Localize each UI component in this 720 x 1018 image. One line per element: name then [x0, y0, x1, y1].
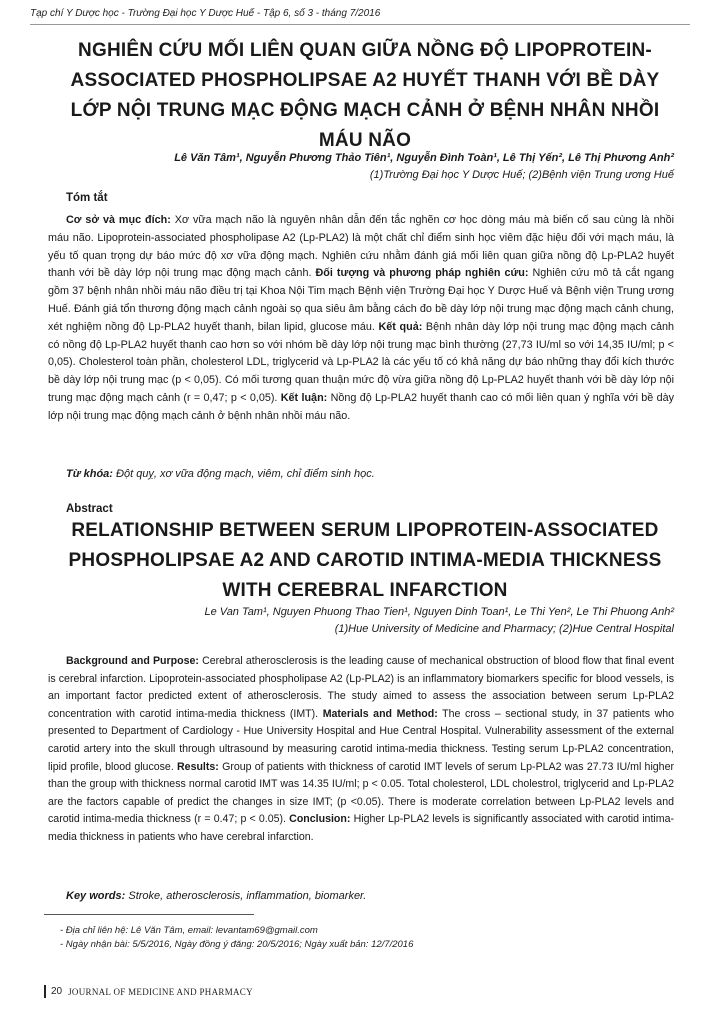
footer-bar — [44, 985, 46, 998]
footnote-dates: - Ngày nhận bài: 5/5/2016, Ngày đồng ý đăng: 20/5/2016; Ngày xuất bản: 12/7/2016 — [60, 939, 414, 950]
vietnamese-keywords — [66, 468, 375, 480]
vietnamese-authors: Lê Văn Tâm¹, Nguyễn Phương Thảo Tiên¹, Nguyễn Đình Toàn¹, Lê Thị Yến², Lê Thị Phương Anh² — [174, 152, 674, 164]
page-number: 20 — [51, 986, 63, 997]
vi-results-text: Bệnh nhân dày lớp nội trung mạc động mạch cảnh có nồng độ Lp-PLA2 huyết thanh cao hơn so với nhóm bề dày lớp nội trung mạc bình thường (27,73 IU/ml so với 14,35 IU/ml; p < 0,05). Cholesterol toàn phần, cholesterol LDL, triglycerid và Lp-PLA2 là các yếu tố có khả năng dự báo những thay đổi kích thước bề dày lớp nội trung mạc (p < 0,05). Có mối tương quan thuận mức độ vừa giữa nồng độ Lp-PLA2 huyết thanh với bề dày lớp nội trung mạc động mạch cảnh (r = 0,47; p < 0,05). — [48, 320, 674, 404]
header-divider — [30, 24, 690, 25]
english-keywords — [66, 890, 366, 902]
summary-heading: Tóm tắt — [66, 192, 108, 204]
en-keywords-label: Key words: — [66, 890, 126, 902]
en-background-label: Background and Purpose: — [66, 655, 199, 667]
vi-background-text: Xơ vữa mạch não là nguyên nhân dẫn đến tắc nghẽn cơ học dòng máu mà biến cố sau cùng là nhồi máu não. Lipoprotein-associated phospholipase A2 (Lp-PLA2) là một chất chỉ điểm sinh học viêm đặc hiệu đối với mạch máu, là yếu tố quan trọng dự báo mức độ xơ vữa động mạch. Nghiên cứu nhằm đánh giá mối liên quan giữa nồng độ Lp-PLA2 huyết thanh với bề dày lớp nội trung mạc động mạch cảnh. — [48, 214, 674, 280]
english-affiliation: (1)Hue University of Medicine and Pharmacy; (2)Hue Central Hospital — [334, 623, 674, 635]
en-methods-label: Materials and Method: — [322, 707, 438, 720]
english-authors: Le Van Tam¹, Nguyen Phuong Thao Tien¹, Nguyen Dinh Toan¹, Le Thi Yen², Le Thi Phuong Anh² — [204, 606, 674, 618]
footnote-divider — [44, 914, 254, 915]
footnote-contact: - Địa chỉ liên hệ: Lê Văn Tâm, email: levantam69@gmail.com — [60, 925, 318, 936]
en-conclusion-text: Higher Lp-PLA2 levels is significantly associated with carotid intima-media thickness in patients who have cerebral infarction. — [48, 813, 674, 843]
footnote — [60, 924, 530, 952]
page-footer — [44, 985, 253, 998]
vi-keywords-text: Đột quỵ, xơ vữa động mạch, viêm, chỉ điểm sinh học. — [112, 468, 375, 480]
journal-header: Tạp chí Y Dược học - Trường Đại học Y Dược Huế - Tập 6, số 3 - tháng 7/2016 — [30, 8, 381, 19]
vietnamese-title: NGHIÊN CỨU MỐI LIÊN QUAN GIỮA NỒNG ĐỘ LIPOPROTEIN-ASSOCIATED PHOSPHOLIPSAE A2 HUYẾT THANH VỚI BỀ DÀY LỚP NỘI TRUNG MẠC ĐỘNG MẠCH CẢNH Ở BỆNH NHÂN NHỒI MÁU NÃO — [70, 40, 660, 151]
vi-conclusion-text: Nồng độ Lp-PLA2 huyết thanh cao có mối liên quan ý nghĩa với bề dày lớp nội trung mạc động mạch cảnh ở bệnh nhân nhồi máu não. — [48, 391, 675, 422]
english-abstract — [48, 653, 674, 847]
en-keywords-text: Stroke, atherosclerosis, inflammation, biomarker. — [125, 890, 367, 902]
english-title: RELATIONSHIP BETWEEN SERUM LIPOPROTEIN-ASSOCIATED PHOSPHOLIPSAE A2 AND CAROTID INTIMA-MEDIA THICKNESS WITH CEREBRAL INFARCTION — [68, 520, 662, 601]
en-methods-text: The cross – sectional study, in 37 patients who presented to Department of Cardiology - Hue University Hospital and Hue Central Hospital. Vulnerability assessment of the external carotid artery into the skull through ultrasound by measuring carotid intima-media thickness. Testing serum Lp-PLA2 concentration, lipid profile, blood glucose. — [48, 707, 674, 773]
en-results-text: Group of patients with thickness of carotid IMT levels of serum Lp-PLA2 was 27.73 IU/ml higher than the group with thickness normal carotid IMT was 14.35 IU/ml; p < 0.05. Total cholesterol, LDL cholestrol, triglycerid and Lp-PLA2 are the factors capable of predict the changes in size IMT; (p <0.05). There is moderate correlation between Lp-PLA2 levels and carotid intima-media thickness (r = 0.47; p < 0.05). — [48, 760, 674, 826]
footer-journal-name: JOURNAL OF MEDICINE AND PHARMACY — [68, 986, 253, 997]
en-results-label: Results: — [177, 760, 219, 773]
vi-conclusion-label: Kết luận: — [280, 391, 328, 404]
vietnamese-abstract — [48, 212, 674, 426]
vi-methods-label: Đối tượng và phương pháp nghiên cứu: — [315, 267, 529, 280]
vietnamese-affiliation: (1)Trường Đại học Y Dược Huế; (2)Bệnh viện Trung ương Huế — [369, 169, 674, 181]
abstract-heading: Abstract — [66, 503, 113, 515]
vi-keywords-label: Từ khóa: — [66, 468, 113, 480]
vi-results-label: Kết quả: — [378, 320, 423, 333]
en-background-text: Cerebral atherosclerosis is the leading cause of mechanical obstruction of blood flow that final event is cerebral infarction. Lipoprotein-associated phospholipase A2 (Lp-PLA2) is an inflammatory biomarkers specific for blood vessels, is an important factor predicted extent of atherosclerosis. The study aimed to assess the association between serum Lp-PLA2 concentration with carotid intima-media thickness (IMT). — [48, 655, 675, 720]
vi-methods-text: Nghiên cứu mô tả cắt ngang gồm 37 bệnh nhân nhồi máu não điều trị tại Khoa Nội Tim mạch Bệnh viện Trường Đại học Y Dược Huế và Bệnh viện Trung ương Huế. Đánh giá tổn thương động mạch cảnh ngoài sọ qua siêu âm bằng cách đo bề dày lớp nội trung mạc động mạch cảnh chung, xét nghiệm nồng độ Lp-PLA2 huyết thanh, bilan lipid, glucose máu. — [48, 267, 674, 333]
en-conclusion-label: Conclusion: — [289, 813, 351, 826]
vi-background-label: Cơ sở và mục đích: — [66, 214, 171, 226]
